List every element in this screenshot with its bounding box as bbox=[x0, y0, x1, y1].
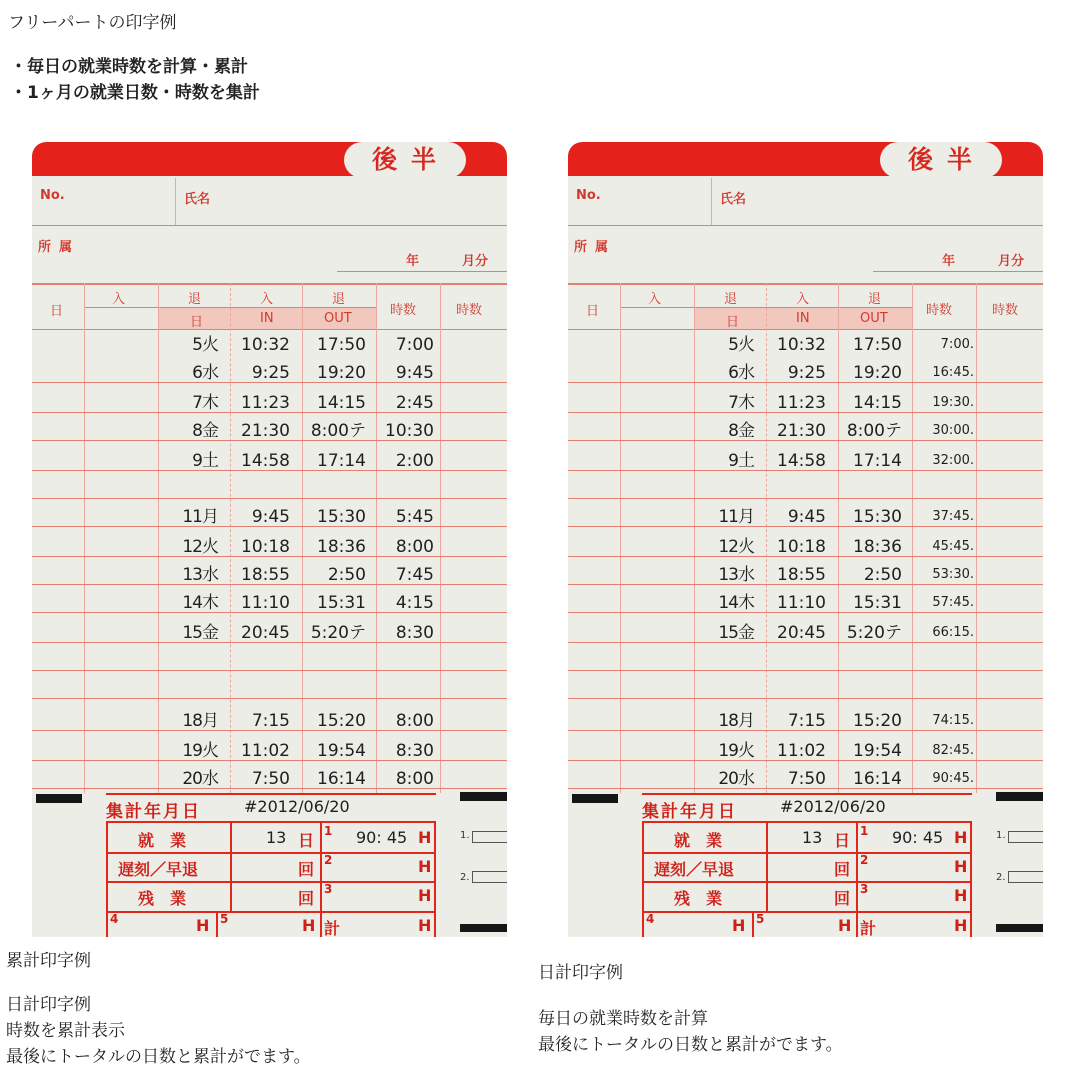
table-top-line bbox=[32, 283, 507, 285]
year-label: 年 bbox=[406, 254, 420, 269]
cell-out: 8:00テ bbox=[846, 421, 902, 441]
cell-in: 21:30 bbox=[241, 421, 290, 441]
cell-in: 10:32 bbox=[241, 335, 290, 355]
hour-unit: H bbox=[418, 828, 432, 847]
cell-day: 15金 bbox=[182, 623, 218, 643]
summary-date: #2012/06/20 bbox=[780, 797, 886, 816]
col-out-header: 退 bbox=[188, 292, 202, 307]
cell-out: 15:31 bbox=[853, 593, 902, 613]
cell-out: 5:20テ bbox=[846, 623, 902, 643]
row-line bbox=[32, 670, 507, 671]
cell-hours: 45:45. bbox=[932, 539, 974, 554]
cell-hours: 9:45 bbox=[395, 363, 434, 383]
total-label: 計 bbox=[324, 919, 341, 937]
overtime-label: 残 業 bbox=[138, 889, 187, 908]
slot-box bbox=[472, 831, 507, 843]
times-unit: 回 bbox=[298, 889, 315, 908]
cell-out: 15:30 bbox=[317, 507, 366, 527]
summary-title: 集計年月日 bbox=[642, 802, 737, 822]
cell-hours: 90:45. bbox=[932, 771, 974, 786]
col-hours-header: 時数 bbox=[926, 303, 953, 318]
cell-hours: 8:30 bbox=[395, 741, 434, 761]
cell-in: 10:18 bbox=[777, 537, 826, 557]
times-unit: 回 bbox=[834, 860, 851, 879]
cell-out: 15:30 bbox=[853, 507, 902, 527]
col-in2-header: 入 bbox=[796, 292, 810, 307]
cell-hours: 32:00. bbox=[932, 453, 974, 468]
cell-in: 18:55 bbox=[777, 565, 826, 585]
col-hours-header: 時数 bbox=[390, 303, 417, 318]
cell-hours: 53:30. bbox=[932, 567, 974, 582]
no-label: No. bbox=[576, 188, 601, 203]
row-line bbox=[32, 698, 507, 699]
col-out-header: 退 bbox=[724, 292, 738, 307]
divider bbox=[644, 881, 970, 883]
cell-hours: 66:15. bbox=[932, 625, 974, 640]
column-rule bbox=[620, 283, 621, 793]
cell-in: 20:45 bbox=[777, 623, 826, 643]
header-bottom-line bbox=[32, 329, 507, 330]
timing-mark bbox=[460, 924, 507, 932]
cell-out: 18:36 bbox=[853, 537, 902, 557]
cell-hours: 7:00. bbox=[940, 337, 974, 352]
day-unit: 日 bbox=[834, 831, 851, 850]
cell-out: 15:20 bbox=[317, 711, 366, 731]
time-card-daily bbox=[568, 142, 1043, 937]
cell-hours: 7:45 bbox=[395, 565, 434, 585]
cell-day: 13水 bbox=[718, 565, 754, 585]
left-card-caption: 累計印字例 bbox=[6, 951, 91, 971]
cell-day: 18月 bbox=[718, 711, 754, 731]
cell-day: 14木 bbox=[718, 593, 754, 613]
cell-day: 11月 bbox=[182, 507, 218, 527]
column-rule bbox=[976, 283, 977, 793]
total-label: 計 bbox=[860, 919, 877, 937]
slot-label: 2. bbox=[996, 872, 1006, 883]
cell-in: 18:55 bbox=[241, 565, 290, 585]
timing-mark bbox=[460, 792, 507, 801]
col-hours2-header: 時数 bbox=[456, 303, 483, 318]
divider bbox=[230, 823, 232, 913]
caption-line: 最後にトータルの日数と累計がでます。 bbox=[538, 1035, 843, 1055]
work-hours-value: 90: 45 bbox=[892, 828, 944, 847]
cell-out: 18:36 bbox=[317, 537, 366, 557]
cell-out: 19:54 bbox=[317, 741, 366, 761]
cell-in: 14:58 bbox=[241, 451, 290, 471]
cell-day: 7木 bbox=[192, 393, 218, 413]
cell-out: 19:54 bbox=[853, 741, 902, 761]
cell-in: 11:02 bbox=[241, 741, 290, 761]
dept-label: 所属 bbox=[38, 240, 81, 255]
hour-unit: H bbox=[954, 857, 968, 876]
cell-out: 15:20 bbox=[853, 711, 902, 731]
column-rule bbox=[230, 283, 231, 793]
cell-day: 7木 bbox=[728, 393, 754, 413]
col-day-header: 日 bbox=[586, 304, 600, 319]
cell-hours: 4:15 bbox=[395, 593, 434, 613]
slot-number: 3 bbox=[860, 882, 869, 896]
name-label: 氏名 bbox=[720, 192, 747, 207]
slot-number: 1 bbox=[860, 824, 869, 838]
cell-hours: 7:00 bbox=[395, 335, 434, 355]
divider bbox=[32, 225, 507, 226]
cell-out: 2:50 bbox=[327, 565, 366, 585]
slot-label: 2. bbox=[460, 872, 470, 883]
column-rule bbox=[440, 283, 441, 793]
cell-day: 5火 bbox=[728, 335, 754, 355]
divider bbox=[320, 823, 322, 937]
timing-mark bbox=[572, 794, 618, 803]
hour-unit: H bbox=[418, 857, 432, 876]
divider bbox=[644, 911, 970, 913]
cell-day: 14木 bbox=[182, 593, 218, 613]
cell-day: 20水 bbox=[182, 769, 218, 789]
cell-in: 10:32 bbox=[777, 335, 826, 355]
slot-number: 2 bbox=[860, 853, 869, 867]
column-rule bbox=[84, 283, 85, 793]
sub-out-header: OUT bbox=[324, 311, 352, 326]
cell-in: 7:50 bbox=[251, 769, 290, 789]
divider bbox=[108, 911, 434, 913]
no-label: No. bbox=[40, 188, 65, 203]
cell-out: 19:20 bbox=[317, 363, 366, 383]
cell-day: 5火 bbox=[192, 335, 218, 355]
cell-in: 11:02 bbox=[777, 741, 826, 761]
timing-mark bbox=[996, 792, 1043, 801]
late-label: 遅刻／早退 bbox=[118, 860, 199, 879]
cell-out: 16:14 bbox=[317, 769, 366, 789]
divider bbox=[873, 271, 1043, 272]
cell-out: 17:50 bbox=[853, 335, 902, 355]
col-in-header: 入 bbox=[648, 292, 662, 307]
cell-out: 17:50 bbox=[317, 335, 366, 355]
divider bbox=[216, 911, 218, 937]
cell-day: 19火 bbox=[182, 741, 218, 761]
cell-hours: 57:45. bbox=[932, 595, 974, 610]
cell-out: 15:31 bbox=[317, 593, 366, 613]
cell-hours: 16:45. bbox=[932, 365, 974, 380]
slot-number: 3 bbox=[324, 882, 333, 896]
cell-hours: 37:45. bbox=[932, 509, 974, 524]
cell-in: 9:45 bbox=[787, 507, 826, 527]
cell-in: 7:15 bbox=[251, 711, 290, 731]
month-label: 月分 bbox=[462, 254, 489, 269]
cell-in: 11:23 bbox=[241, 393, 290, 413]
cell-day: 11月 bbox=[718, 507, 754, 527]
slot-label: 1. bbox=[460, 830, 470, 841]
card-half-tab: 後半 bbox=[344, 142, 466, 178]
slot-box bbox=[1008, 831, 1043, 843]
hour-unit: H bbox=[196, 916, 210, 935]
col-in2-header: 入 bbox=[260, 292, 274, 307]
sub-in-header: IN bbox=[796, 311, 810, 326]
cell-hours: 2:00 bbox=[395, 451, 434, 471]
work-label: 就 業 bbox=[138, 831, 187, 850]
cell-day: 19火 bbox=[718, 741, 754, 761]
col-in-header: 入 bbox=[112, 292, 126, 307]
cell-in: 11:10 bbox=[777, 593, 826, 613]
summary-box bbox=[642, 821, 972, 937]
sub-in-header: IN bbox=[260, 311, 274, 326]
summary-top-line bbox=[106, 793, 436, 795]
cell-in: 9:45 bbox=[251, 507, 290, 527]
slot-number: 5 bbox=[220, 912, 229, 926]
cell-hours: 74:15. bbox=[932, 713, 974, 728]
times-unit: 回 bbox=[298, 860, 315, 879]
feature-list bbox=[10, 54, 260, 106]
card-half-tab: 後半 bbox=[880, 142, 1002, 178]
cell-day: 13水 bbox=[182, 565, 218, 585]
slot-label: 1. bbox=[996, 830, 1006, 841]
late-label: 遅刻／早退 bbox=[654, 860, 735, 879]
feature-item: ・1ヶ月の就業日数・時数を集計 bbox=[10, 83, 260, 103]
cell-day: 9土 bbox=[192, 451, 218, 471]
cell-hours: 8:30 bbox=[395, 623, 434, 643]
summary-box bbox=[106, 821, 436, 937]
cell-in: 9:25 bbox=[251, 363, 290, 383]
hour-unit: H bbox=[954, 916, 968, 935]
slot-number: 5 bbox=[756, 912, 765, 926]
day-unit: 日 bbox=[298, 831, 315, 850]
cell-in: 11:10 bbox=[241, 593, 290, 613]
divider bbox=[175, 178, 176, 226]
cell-day: 15金 bbox=[718, 623, 754, 643]
cell-out: 16:14 bbox=[853, 769, 902, 789]
sub-out-header: OUT bbox=[860, 311, 888, 326]
month-label: 月分 bbox=[998, 254, 1025, 269]
work-days-value: 13 bbox=[266, 828, 287, 847]
divider bbox=[711, 178, 712, 226]
hour-unit: H bbox=[418, 916, 432, 935]
cell-hours: 82:45. bbox=[932, 743, 974, 758]
work-label: 就 業 bbox=[674, 831, 723, 850]
slot-number: 2 bbox=[324, 853, 333, 867]
cell-hours: 19:30. bbox=[932, 395, 974, 410]
cell-out: 14:15 bbox=[853, 393, 902, 413]
slot-number: 1 bbox=[324, 824, 333, 838]
slot-box bbox=[472, 871, 507, 883]
cell-out: 5:20テ bbox=[310, 623, 366, 643]
cell-in: 10:18 bbox=[241, 537, 290, 557]
caption-line: 日計印字例 bbox=[6, 995, 91, 1015]
summary-title: 集計年月日 bbox=[106, 802, 201, 822]
work-hours-value: 90: 45 bbox=[356, 828, 408, 847]
timing-mark bbox=[996, 924, 1043, 932]
cell-hours: 5:45 bbox=[395, 507, 434, 527]
hour-unit: H bbox=[838, 916, 852, 935]
cell-in: 9:25 bbox=[787, 363, 826, 383]
caption-line: 毎日の就業時数を計算 bbox=[538, 1009, 708, 1029]
timing-mark bbox=[36, 794, 82, 803]
col-out2-header: 退 bbox=[868, 292, 882, 307]
hour-unit: H bbox=[418, 886, 432, 905]
hour-unit: H bbox=[732, 916, 746, 935]
divider bbox=[766, 823, 768, 913]
cell-day: 6水 bbox=[728, 363, 754, 383]
cell-out: 17:14 bbox=[317, 451, 366, 471]
slot-number: 4 bbox=[646, 912, 655, 926]
slot-number: 4 bbox=[110, 912, 119, 926]
cell-in: 11:23 bbox=[777, 393, 826, 413]
overtime-label: 残 業 bbox=[674, 889, 723, 908]
divider bbox=[856, 823, 858, 937]
cell-out: 19:20 bbox=[853, 363, 902, 383]
sub-day-header: 日 bbox=[726, 315, 740, 330]
cell-in: 7:50 bbox=[787, 769, 826, 789]
row-line bbox=[32, 498, 507, 499]
cell-day: 12火 bbox=[718, 537, 754, 557]
cell-hours: 30:00. bbox=[932, 423, 974, 438]
divider bbox=[644, 852, 970, 854]
times-unit: 回 bbox=[834, 889, 851, 908]
cell-day: 8金 bbox=[192, 421, 218, 441]
cell-hours: 2:45 bbox=[395, 393, 434, 413]
column-rule bbox=[766, 283, 767, 793]
divider bbox=[108, 881, 434, 883]
cell-day: 6水 bbox=[192, 363, 218, 383]
hour-unit: H bbox=[954, 886, 968, 905]
dept-label: 所属 bbox=[574, 240, 617, 255]
cell-hours: 8:00 bbox=[395, 537, 434, 557]
cell-out: 8:00テ bbox=[310, 421, 366, 441]
cell-out: 2:50 bbox=[863, 565, 902, 585]
cell-in: 21:30 bbox=[777, 421, 826, 441]
cell-out: 14:15 bbox=[317, 393, 366, 413]
sub-day-header: 日 bbox=[190, 315, 204, 330]
divider bbox=[752, 911, 754, 937]
divider bbox=[108, 852, 434, 854]
feature-item: ・毎日の就業時数を計算・累計 bbox=[10, 57, 248, 77]
hour-unit: H bbox=[954, 828, 968, 847]
cell-hours: 8:00 bbox=[395, 711, 434, 731]
row-line bbox=[568, 698, 1043, 699]
name-label: 氏名 bbox=[184, 192, 211, 207]
divider bbox=[337, 271, 507, 272]
right-card-caption: 日計印字例 bbox=[538, 963, 623, 983]
cell-hours: 10:30 bbox=[385, 421, 434, 441]
header-bottom-line bbox=[568, 329, 1043, 330]
col-hours2-header: 時数 bbox=[992, 303, 1019, 318]
cell-day: 20水 bbox=[718, 769, 754, 789]
cell-in: 20:45 bbox=[241, 623, 290, 643]
time-card-cumulative bbox=[32, 142, 507, 937]
summary-top-line bbox=[642, 793, 972, 795]
cell-day: 9土 bbox=[728, 451, 754, 471]
work-days-value: 13 bbox=[802, 828, 823, 847]
divider bbox=[568, 225, 1043, 226]
caption-line: 最後にトータルの日数と累計がでます。 bbox=[6, 1047, 311, 1067]
year-label: 年 bbox=[942, 254, 956, 269]
col-out2-header: 退 bbox=[332, 292, 346, 307]
col-day-header: 日 bbox=[50, 304, 64, 319]
cell-day: 8金 bbox=[728, 421, 754, 441]
row-line bbox=[568, 498, 1043, 499]
cell-in: 7:15 bbox=[787, 711, 826, 731]
cell-hours: 8:00 bbox=[395, 769, 434, 789]
row-line bbox=[568, 670, 1043, 671]
cell-out: 17:14 bbox=[853, 451, 902, 471]
caption-line: 時数を累計表示 bbox=[6, 1021, 125, 1041]
table-top-line bbox=[568, 283, 1043, 285]
page-heading: フリーパートの印字例 bbox=[8, 13, 177, 33]
slot-box bbox=[1008, 871, 1043, 883]
hour-unit: H bbox=[302, 916, 316, 935]
cell-day: 18月 bbox=[182, 711, 218, 731]
cell-day: 12火 bbox=[182, 537, 218, 557]
summary-date: #2012/06/20 bbox=[244, 797, 350, 816]
cell-in: 14:58 bbox=[777, 451, 826, 471]
